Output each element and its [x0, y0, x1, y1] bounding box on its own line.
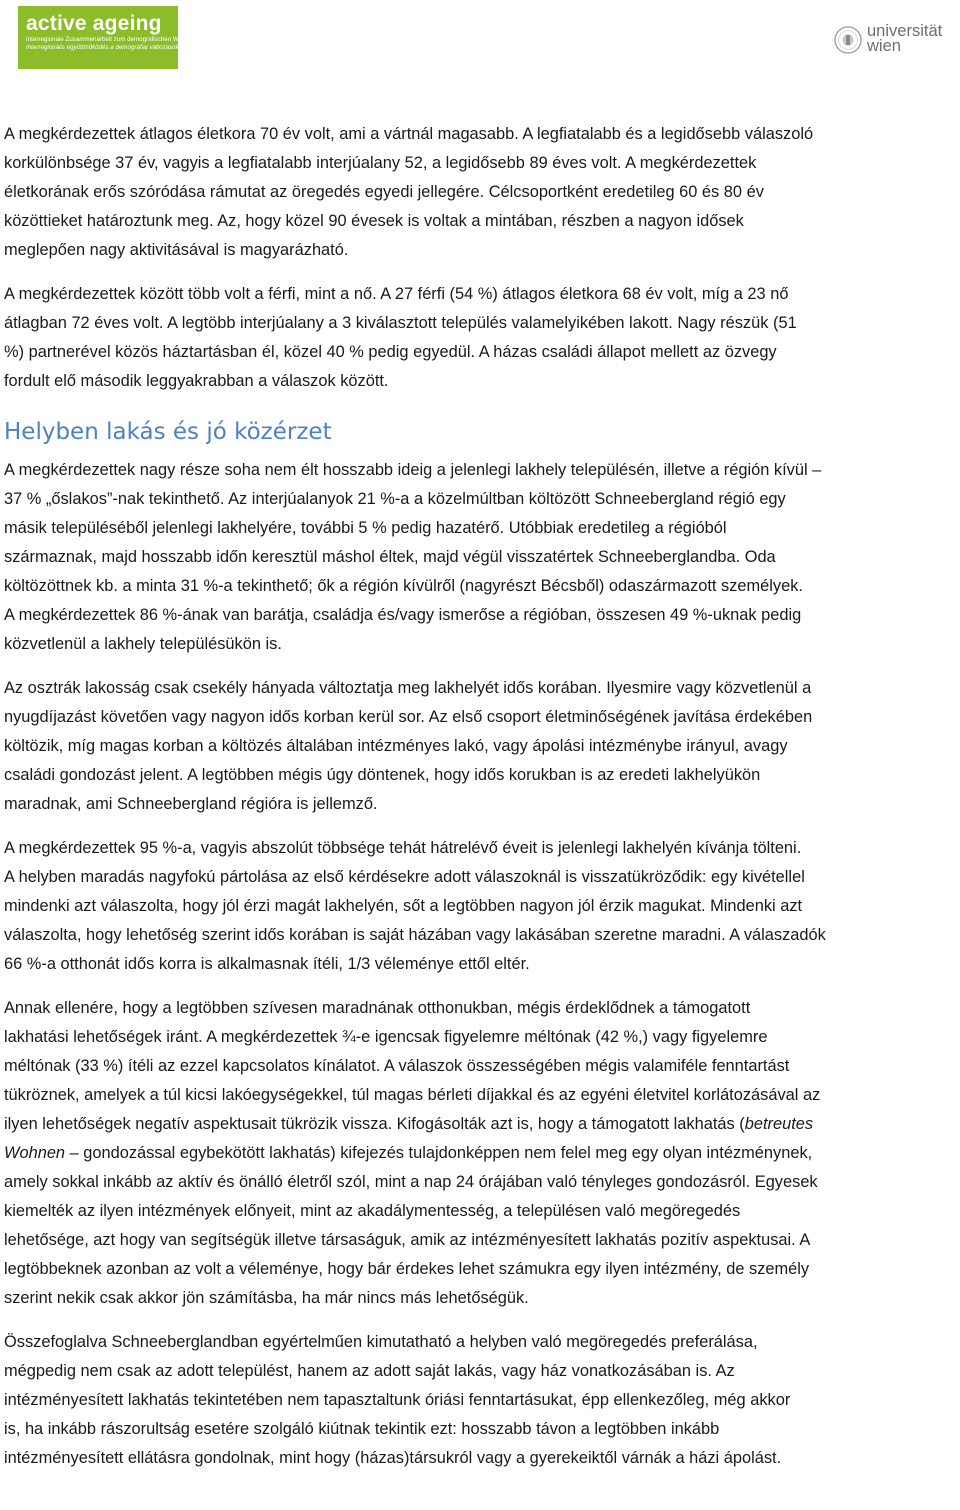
universitat-wien-logo	[834, 22, 954, 62]
logo-brand-text: active ageing	[26, 12, 162, 35]
paragraph-assisted-living-part2: – gondozással egybekötött lakhatás) kifejezés tulajdonképpen nem felel meg egy olyan intézménynek, amely sokkal inkább az aktív és önálló életről szól, mint a nap 24 órájában való tényleges gondozásról. Egyesek kiemelték az ilyen intézmények előnyeit, mint az akadálymentesség, a településen való megöregedés lehetősége, azt hogy van segítségük illetve társaságuk, amik az intézményesített lakhatás pozitív aspektusai. A legtöbbeknek azonban az volt a véleménye, hogy bár érdekes lehet számukra egy ilyen intézmény, de személy szerint nekik csak akkor jön számításba, ha már nincs más lehetőségük.	[4, 1144, 818, 1307]
university-seal-icon	[834, 26, 862, 54]
paragraph-age: A megkérdezettek átlagos életkora 70 év volt, ami a vártnál magasabb. A legfiatalabb és a legidősebb válaszoló korkülönbsége 37 év, vagyis a legfiatalabb interjúalany 52, a legidősebb 89 éves volt. A megkérdezettek életkorának erős szóródása rámutat az öregedés egyedi jellegére. Célcsoportként eredetileg 60 és 80 év közöttieket határoztunk meg. Az, hogy közel 90 évesek is voltak a mintában, részben a nagyon idősek meglepően nagy aktivitásával is magyarázható.	[4, 125, 814, 259]
paragraph-moving: Az osztrák lakosság csak csekély hányada változtatja meg lakhelyét idős korában. Ilyesmire vagy közvetlenül a nyugdíjazást követően vagy nagyon idős korban kerül sor. Az első csoport életminőségének javítása érdekében költözik, míg magas korban a költözés általában intézményes lakó, vagy ápolási intézménybe irányul, avagy családi gondozást jelent. A legtöbben mégis úgy döntenek, hogy idős korukban is az eredeti lakhelyükön maradnak, ami Schneebergland régióra is jellemző.	[4, 679, 813, 813]
logo-tagline-german: Interregionale Zusammenarbeit zum demografischen Wandel	[26, 36, 194, 43]
paragraph-assisted-living	[4, 994, 944, 1313]
paragraph-gender: A megkérdezettek között több volt a férfi, mint a nő. A 27 férfi (54 %) átlagos életkora 68 év volt, míg a 23 nő átlagban 72 éves volt. A legtöbb interjúalany a 3 kiválasztott település valamelyikében lakott. Nagy részük (51 %) partnerével közös háztartásban él, közel 40 % pedig egyedül. A házas családi állapot mellett az özvegy fordult elő második leggyakrabban a válaszok között.	[4, 285, 797, 390]
active-ageing-logo	[18, 6, 206, 69]
document-body	[4, 120, 944, 1473]
paragraph-assisted-living-part1: Annak ellenére, hogy a legtöbben szívesen maradnának otthonukban, mégis érdeklődnek a támogatott lakhatási lehetőségek iránt. A megkérdezettek ¾-e igencsak figyelemre méltónak (42 %,) vagy figyelemre méltónak (33 %) ítéli az ezzel kapcsolatos kínálatot. A válaszok összességében mégis valamiféle fenntartást tükröznek, amelyek a túl kicsi lakóegységekkel, túl magas bérleti díjakkal és az egyéni életvitel korlátozásával az ilyen lehetőségek negatív aspektusait tükrözik vissza. Kifogásolták azt is, hogy a támogatott lakhatás (	[4, 999, 821, 1133]
university-name-line1: universität	[867, 22, 943, 40]
paragraph-staying: A megkérdezettek 95 %-a, vagyis abszolút többsége tehát hátrelévő éveit is jelenlegi lakhelyén kívánja tölteni. A helyben maradás nagyfokú pártolása az első kérdésekre adott válaszoknál is visszatükröződik: egy kivétellel mindenki azt válaszolta, hogy jól érzi magát lakhelyén, sőt a legtöbben nagyon jól érzik magukat. Mindenki azt válaszolta, hogy lehetőség szerint idős korában is saját házában vagy lakásában szeretne maradni. A válaszadók 66 %-a otthonát idős korra is alkalmasnak ítéli, 1/3 véleménye ettől eltér.	[4, 839, 826, 973]
paragraph-summary: Összefoglalva Schneeberglandban egyértelműen kimutatható a helyben való megöregedés preferálása, mégpedig nem csak az adott települést, hanem az adott saját lakás, vagy ház vonatkozásában is. Az intézményesített lakhatás tekintetében nem tapasztaltunk óriási fenntartásukat, épp ellenkezőleg, még akkor is, ha inkább rászorultság esetére szolgáló kiútnak tekintik ezt: hosszabb távon a legtöbben inkább intézményesített ellátásra gondolnak, mint hogy (házas)társukról vagy a gyerekeiktől várnák a házi ápolást.	[4, 1333, 791, 1467]
university-name-line2: wien	[867, 37, 901, 55]
paragraph-residence: A megkérdezettek nagy része soha nem élt hosszabb ideig a jelenlegi lakhely településén, illetve a régión kívül – 37 % „őslakos”-nak tekinthető. Az interjúalanyok 21 %-a a közelmúltban költözött Schneebergland régió egy másik településéből jelenlegi lakhelyére, további 5 % pedig hazatérő. Utóbbiak eredetileg a régióból származnak, majd hosszabb időn keresztül máshol éltek, majd végül visszatértek Schneeberglandba. Oda költözöttnek kb. a minta 31 %-a tekinthető; ők a régión kívülről (nagyrészt Bécsből) odaszármazott személyek. A megkérdezettek 86 %-ának van barátja, családja és/vagy ismerőse a régióban, összesen 49 %-uknak pedig közvetlenül a lakhely településükön is.	[4, 461, 822, 653]
logo-tagline-hungarian: Interregionális együttműködés a demográfiai változások jegyében	[26, 44, 206, 51]
term-betreutes-wohnen: betreutes Wohnen	[4, 1115, 814, 1162]
section-heading: Helyben lakás és jó közérzet	[4, 419, 332, 445]
page-header	[0, 0, 960, 80]
university-name	[867, 24, 942, 54]
